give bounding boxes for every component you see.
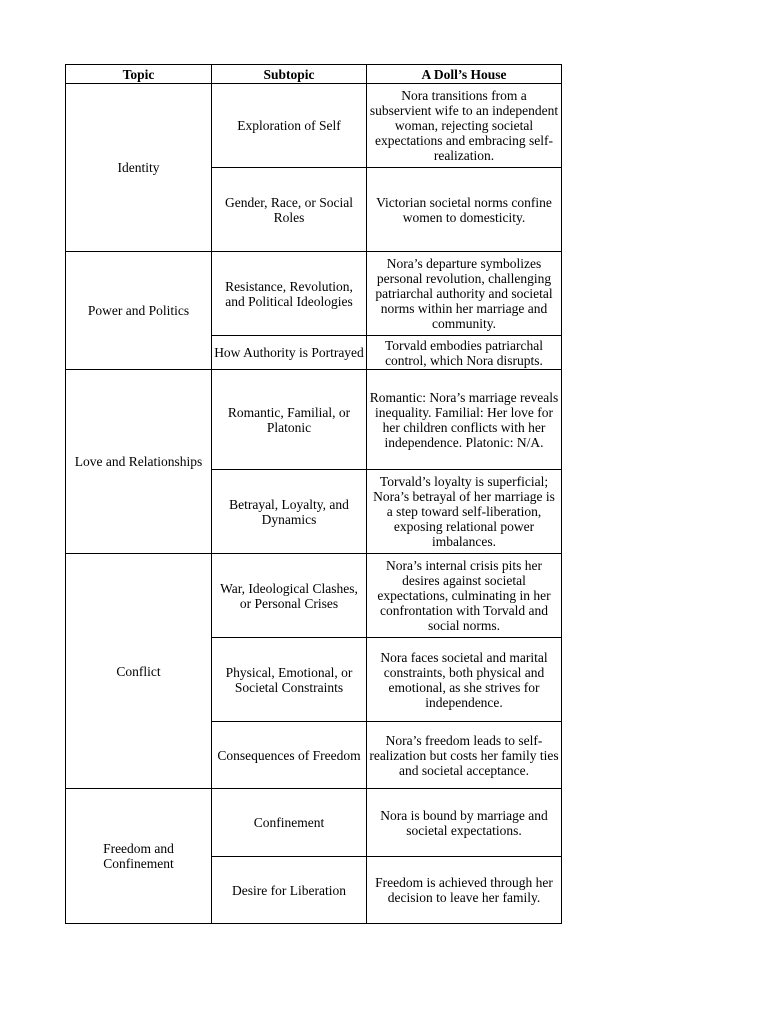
header-work: A Doll’s House (367, 65, 562, 84)
topic-cell: Love and Relationships (66, 370, 212, 554)
subtopic-cell: War, Ideological Clashes, or Personal Crises (212, 554, 367, 638)
analysis-cell: Nora’s freedom leads to self-realization but costs her family ties and societal acceptance. (367, 722, 562, 789)
themes-table (65, 64, 562, 924)
analysis-cell: Torvald’s loyalty is superficial; Nora’s betrayal of her marriage is a step toward self-liberation, exposing relational power imbalances. (367, 470, 562, 554)
analysis-cell: Nora is bound by marriage and societal expectations. (367, 789, 562, 857)
analysis-cell: Nora faces societal and marital constraints, both physical and emotional, as she strives for independence. (367, 638, 562, 722)
header-subtopic: Subtopic (212, 65, 367, 84)
subtopic-cell: Physical, Emotional, or Societal Constraints (212, 638, 367, 722)
topic-cell: Conflict (66, 554, 212, 789)
subtopic-cell: Gender, Race, or Social Roles (212, 168, 367, 252)
header-topic: Topic (66, 65, 212, 84)
analysis-cell: Nora transitions from a subservient wife to an independent woman, rejecting societal expectations and embracing self-realization. (367, 84, 562, 168)
table-row (66, 370, 562, 470)
analysis-cell: Torvald embodies patriarchal control, which Nora disrupts. (367, 336, 562, 370)
table-row (66, 789, 562, 857)
subtopic-cell: Betrayal, Loyalty, and Dynamics (212, 470, 367, 554)
table-row (66, 84, 562, 168)
subtopic-cell: Resistance, Revolution, and Political Ideologies (212, 252, 367, 336)
subtopic-cell: Confinement (212, 789, 367, 857)
table-row (66, 554, 562, 638)
analysis-cell: Romantic: Nora’s marriage reveals inequality. Familial: Her love for her children conflicts with her independence. Platonic: N/A. (367, 370, 562, 470)
header-row (66, 65, 562, 84)
subtopic-cell: Consequences of Freedom (212, 722, 367, 789)
analysis-cell: Victorian societal norms confine women to domesticity. (367, 168, 562, 252)
table-row (66, 252, 562, 336)
analysis-cell: Freedom is achieved through her decision to leave her family. (367, 857, 562, 924)
subtopic-cell: Exploration of Self (212, 84, 367, 168)
subtopic-cell: How Authority is Portrayed (212, 336, 367, 370)
topic-cell: Freedom and Confinement (66, 789, 212, 924)
topic-cell: Power and Politics (66, 252, 212, 370)
analysis-cell: Nora’s internal crisis pits her desires against societal expectations, culminating in her confrontation with Torvald and social norms. (367, 554, 562, 638)
subtopic-cell: Romantic, Familial, or Platonic (212, 370, 367, 470)
topic-cell: Identity (66, 84, 212, 252)
subtopic-cell: Desire for Liberation (212, 857, 367, 924)
analysis-cell: Nora’s departure symbolizes personal revolution, challenging patriarchal authority and societal norms within her marriage and community. (367, 252, 562, 336)
